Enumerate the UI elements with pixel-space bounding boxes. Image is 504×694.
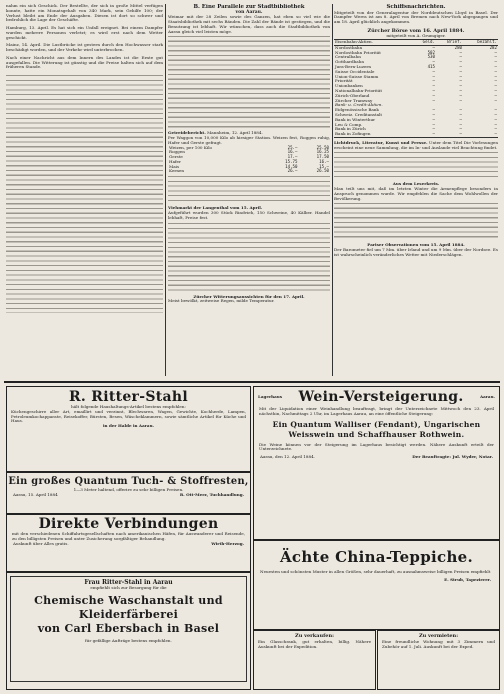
col3-filler-1 (334, 150, 498, 180)
leserkreis-text: Man teilt uns mit, daß im letzten Winter die Armenpflege besonders in Anspruch genommen wurde. Wir empfehlen die Sache dem Wohlwollen der Bevölkerung. (334, 186, 498, 201)
market-text: Per Waggon von 10,000 Kilo ab hiesiger Station. Weizen fest, Roggen ruhig, Hafer und Gerste gefragt. (168, 135, 330, 145)
col2-subtitle: von Aarau. (235, 9, 263, 15)
ad-wein-right-label: Aarau. (479, 394, 495, 400)
table-row: Eidgenössische Bank — — — (335, 107, 497, 113)
market-date: Mannheim, 12. April 1884. (207, 130, 263, 136)
table-row: Zürcher Tramway — — — (335, 97, 497, 103)
table-row: Bank in Zofingen — — — (335, 131, 497, 137)
col2-body: Weimar mit der 28 Zeilen sowie des Ganzen, hat eben so viel wie die Staatsbibliothek mit sechs Bänden. Die Zahl der Bände ist gestiegen, und die Benutzung ist lebhaft. Wir wünschen, dass auch die Stadtbibliothek von Aarau gleich viel leisten möge. (168, 14, 330, 34)
table-row: Nordostbahn — 280 282 (335, 44, 497, 50)
ad-teppich-title: Ächte China-Teppiche. (279, 548, 474, 566)
table-row: Nordostbahn Priorität 502 — — (335, 49, 497, 55)
table-row: Kernen 26.— 26.50 (169, 168, 329, 174)
table-header: Eisenbahn-Aktien. Geld. Brief. bezahlt. (335, 39, 497, 44)
table-row: Bank in Zürich — — — (335, 126, 497, 132)
table-row: Gerste 17.— 17.50 (169, 154, 329, 160)
ad-direkte-title: Direkte Verbindungen (38, 516, 219, 532)
boerse-subtitle: mitgeteilt von A. Grumgiger. (386, 33, 446, 39)
weather-title: Zürcher Witterungsaussichten für den 17. April. (193, 293, 305, 299)
ad-teppich-body: Neuesten und schönsten Muster in allen Größen, sehr dauerhaft, zu ausnahmsweise billigen Preisen empfiehlt (260, 569, 491, 574)
ads-divider (4, 381, 500, 383)
ad-wein-left-label: Lagerhaus (258, 394, 283, 400)
ad-china-teppiche (253, 540, 500, 630)
col2-filler-3 (168, 221, 330, 293)
ad-wein-items: Ein Quantum Walliser (Fendant), Ungarischen Weisswein und Schaffhauser Rothwein. (272, 419, 481, 439)
ad-chem-title1: Chemische Waschanstalt und Kleiderfärberei (34, 593, 223, 621)
ad-direkte-verbindungen (6, 514, 251, 572)
ad-wein-title: Wein-Versteigerung. (298, 389, 464, 405)
ad-ritter-address: in der Halde in Aarau. (103, 423, 154, 429)
ad-wein-body2: Die Weine können vor der Steigerung im Lagerhaus besichtigt werden. Nähere Auskunft erteilt der Unterzeichnete. (259, 441, 494, 452)
ad-wein-versteigerung (253, 386, 500, 540)
table-row: Unionbanken — — — (335, 83, 497, 89)
ad-ritter-line1: hält folgende Haushaltungs-Artikel bestens empfohlen: (71, 404, 186, 409)
ad-tuch (6, 472, 251, 514)
ad-chemische-waschanstalt (6, 572, 251, 690)
table-row: Weizen, per 100 Kilo 25.— 25.50 (169, 144, 329, 150)
ad-direkte-signature: Wirth-Herzog. (211, 540, 244, 546)
col1-filler-text (6, 73, 163, 313)
col1-lead: nahm ein sich Geschick. Der Bestellte, der sich in große Mittel verfügen konnte, hatte ein Monatsgehalt von 340 Mark, sein Gehilfe 100; der Verlust bleibt am Ende der Ausgaben. Diesen ist dort so schwer und bedrohlich die Lage der Geschäfte. (6, 4, 163, 23)
col1-paragraph-4: Nach einer Nachricht aus dem Innern des Landes ist die Ernte gut ausgefallen. Die Witterung ist günstig und die Preise halten sich auf dem früheren Stande. (6, 54, 163, 70)
col3-filler-2 (334, 201, 498, 241)
market-title: Getreidebericht. (168, 130, 206, 136)
ad-chem-line: empfiehlt sich zur Besorgung für die (90, 585, 167, 590)
ad-zu-vermieten (377, 630, 500, 690)
table-subheader: Bank- u. Credit-Aktien. (335, 102, 383, 108)
col3-intro: Mitgeteilt von der Generalagentur der Norddeutschen Lloyd in Basel. Der Dampfer Werra ist am 8. April von Bremen nach New-York abgegangen und am 18. April glücklich angekommen. (334, 9, 498, 24)
table-row: Gotthardbahn — — — (335, 59, 497, 65)
ad-wein-body: Mit der Liquidation einer Weinhandlung beauftragt, bringt der Unterzeichnete Mittwoch den 23. April nächsthin, Nachmittags 2 Uhr, im Lagerhaus Aarau, an eine öffentliche Steigerung: (259, 406, 494, 416)
ad-tuch-title: Ein großes Quantum Tuch- & Stoffresten, (8, 476, 249, 487)
table-row: Priorität — — — (335, 78, 497, 84)
observation-title: Pariser Observationen vom 15. April 1884. (367, 242, 465, 248)
ad-ritter-title: R. Ritter-Stahl (68, 389, 188, 405)
column-1 (6, 4, 163, 382)
table-row: Hafer 15.75 16.— (169, 158, 329, 164)
viehmarkt-title: Viehmarkt der Langenthal vom 15. April. (168, 205, 263, 211)
ad-ritter-body: Küchengeschirre aller Art, emaillirt und verzinnt, Blechwaren, Wagen, Gewichte, Kochherde, Lampen, Petroleumkochapparate, Reisekoffer, Bürsten, Besen, Wäscheklammern, sowie sämtliche Artikel für Küche und Haus. (11, 408, 246, 424)
boerse-title: Zürcher Börse vom 16. April 1884. (367, 27, 465, 34)
ad-chem-title2: von Carl Ebersbach in Basel (37, 621, 220, 635)
col2-filler-2 (168, 174, 330, 204)
col1-paragraph-3: Mainz, 14. April. Die Lustbrücke ist gestern durch den Hochwasser stark beschädigt worden, und der Verkehr wird unterbrochen. (6, 42, 163, 52)
ad-ritter-stahl (6, 386, 251, 472)
table-row: Suisse Occidentale — — — (335, 68, 497, 74)
ad-tuch-date: Aarau, 15. April 1884 (13, 491, 58, 497)
boerse-table (334, 39, 498, 138)
table-row: Bank in Winterthur — — — (335, 116, 497, 122)
ad-tuch-line1: 1—3 Meter haltend, offerire zu sehr billigen Preisen. (73, 487, 184, 492)
table-row: Union-Suisse Stamm — — — (335, 73, 497, 79)
table-row: Jura-Bern-Luzern 415 — — (335, 63, 497, 69)
weather-text: Meist bewölkt, zeitweise Regen, milde Temperatur. (168, 298, 275, 304)
ad-vermieten-title: Zu vermieten: (418, 633, 459, 639)
ad-vermieten-body: Eine freundliche Wohnung mit 3 Zimmern und Zubehör auf 1. Juli. Auskunft bei der Exped. (382, 639, 495, 649)
market-table (168, 146, 330, 175)
table-row: Centralbahn 530 — — (335, 54, 497, 60)
col2-title: B. Eine Parallele zur Stadtbibliothek (193, 4, 305, 10)
ad-zu-verkaufen (253, 630, 376, 690)
ad-tuch-signature: R. Ott-Merz, Tuchhandlung. (179, 491, 244, 497)
table-row: Mais 14.50 15.— (169, 163, 329, 169)
table-row: Leu & Comp. — — — (335, 121, 497, 127)
ad-verkaufen-body: Ein Glasschrank, gut erhalten, billig. Nähere Auskunft bei der Expedition. (258, 639, 371, 649)
ad-direkte-body: mit den verschiedenen Schiffahrtsgesellschaften nach amerikanischen Häfen, für Auswanderer und Reisende, zu den billigsten Preisen und unter Zusicherung sorgfältiger Behandlung. (12, 531, 245, 541)
leserkreis-title: Aus dem Leserkreis. (392, 181, 440, 187)
ad-verkaufen-title: Zu verkaufen: (295, 633, 334, 639)
table-row: Nationalbahn-Priorität — — — (335, 87, 497, 93)
column-2 (168, 4, 330, 382)
table-row: Zürich-Oberland — — — (335, 92, 497, 98)
literature-title: Lichtdruck, Literatur, Kunst und Presse. (334, 139, 428, 145)
table-row: Roggen 16.— 16.25 (169, 149, 329, 155)
observation-text: Der Barometer fiel um 7 Mm. über Irland und um 9 Mm. über der Nordsee. Es ist wahrscheinlich veränderliches Wetter mit Niederschlägen. (334, 247, 498, 257)
column-rule-2 (332, 4, 333, 376)
ad-chem-head: Frau Ritter-Stahl in Aarau (84, 579, 173, 586)
column-3 (334, 4, 498, 382)
literature-text: Unter dem Titel Die Vorlesungen erscheint eine neue Sammlung, die im In- und Auslande viel Beachtung findet. (334, 139, 498, 150)
viehmarkt-text: Aufgeführt wurden 300 Stück Rindvieh, 150 Schweine, 40 Kälber. Handel lebhaft, Preise fest. (168, 210, 330, 220)
ad-wein-signature: Der Beauftragte: Jul. Wyder, Notar. (412, 454, 493, 460)
col3-title: Schiffsnachrichten. (386, 4, 446, 10)
ad-teppich-signature: E. Strub, Tapezierer. (444, 576, 491, 582)
ad-wein-date: Aarau, den 12. April 1884. (260, 454, 315, 460)
col2-filler-1 (168, 34, 330, 129)
column-rule-1 (165, 4, 166, 376)
ad-direkte-note: Auskunft über Alles gratis. (13, 540, 69, 546)
col1-paragraph-2: Hamburg, 13. April. Es hat sich ein Unfall ereignet. Bei einem Dampfer wurden mehrere Personen verletzt; es wird erst nach dem Wetter geschickt. (6, 25, 163, 40)
table-row: Schweiz. Creditanstalt — — — (335, 111, 497, 117)
ad-chem-footer: für gefällige Aufträge bestens empfohlen. (85, 637, 172, 643)
